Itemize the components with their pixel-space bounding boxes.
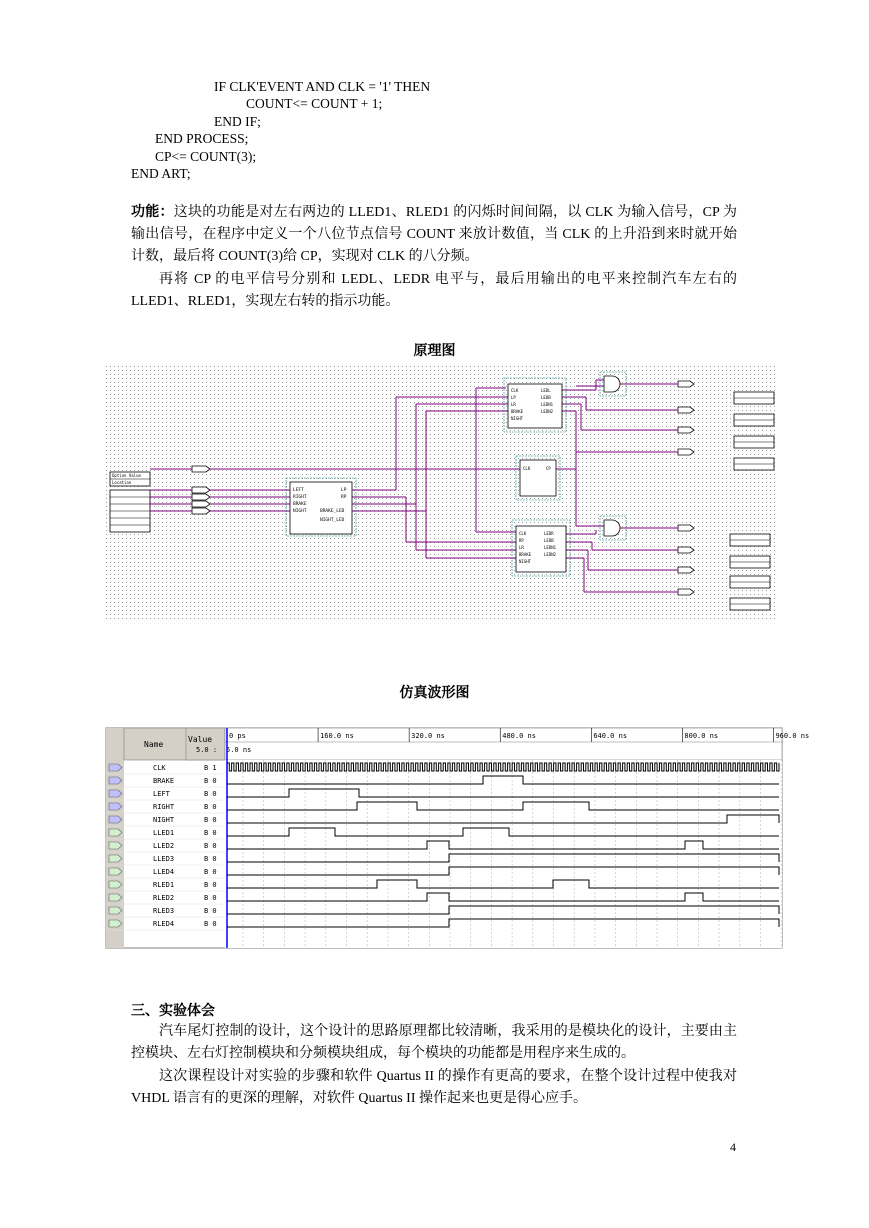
svg-text:LP: LP bbox=[511, 395, 516, 400]
svg-text:RP: RP bbox=[519, 538, 524, 543]
svg-text:LP: LP bbox=[341, 488, 347, 493]
svg-text:LEFT: LEFT bbox=[293, 488, 304, 493]
signal-name: LLED1 bbox=[153, 829, 175, 837]
section3-paragraph-2: 这次课程设计对实验的步骤和软件 Quartus II 的操作有更高的要求，在整个设计过程中使我对 VHDL 语言有的更深的理解，对软件 Quartus II 操作起来也更是得心应手。 bbox=[131, 1069, 737, 1106]
signal-name: RLED2 bbox=[153, 894, 175, 902]
signal-value: B 0 bbox=[204, 829, 217, 837]
signal-value: B 0 bbox=[204, 881, 217, 889]
signal-value: B 0 bbox=[204, 803, 217, 811]
time-tick-label: 480.0 ns bbox=[502, 732, 536, 740]
time-tick-label: 160.0 ns bbox=[320, 732, 354, 740]
schematic-diagram bbox=[106, 366, 778, 622]
svg-text:CLK: CLK bbox=[511, 388, 519, 393]
io-box-row2: Location bbox=[112, 480, 132, 485]
figure1-caption: 原理图 bbox=[413, 343, 456, 359]
signal-name: NIGHT bbox=[153, 816, 175, 824]
signal-name: CLK bbox=[153, 764, 166, 772]
function-text: 这块的功能是对左右两边的 LLED1、RLED1 的闪烁时间间隔，以 CLK 为输入信号，CP 为输出信号，在程序中定义一个八位节点信号 COUNT 来放计数值，当 CLK 的上升沿到来时就开始计数，最后将 COUNT(3)给 CP，实现对 CLK 的八分频。 bbox=[131, 205, 738, 264]
clk-input-buffer bbox=[192, 466, 210, 472]
input-pin-group bbox=[110, 490, 150, 532]
signal-value: B 0 bbox=[204, 894, 217, 902]
code-line-2: COUNT<= COUNT + 1; bbox=[246, 96, 383, 111]
and-gate-left bbox=[604, 376, 620, 392]
svg-text:LEDN2: LEDN2 bbox=[544, 552, 557, 557]
time-tick-label: 640.0 ns bbox=[593, 732, 628, 740]
signal-name: RLED3 bbox=[153, 907, 175, 915]
svg-text:CLK: CLK bbox=[519, 531, 527, 536]
time-tick-label: 320.0 ns bbox=[411, 732, 445, 740]
code-line-3: END IF; bbox=[214, 114, 261, 129]
svg-text:BRAKE: BRAKE bbox=[519, 552, 532, 557]
svg-text:BRAKE: BRAKE bbox=[511, 409, 524, 414]
function-label: 功能： bbox=[131, 204, 174, 220]
signal-value: B 0 bbox=[204, 790, 217, 798]
svg-text:NIGHT_LED: NIGHT_LED bbox=[320, 518, 345, 523]
left-input-buffer bbox=[192, 487, 210, 493]
io-box-row1: Option Value bbox=[112, 473, 141, 478]
signal-value: B 0 bbox=[204, 855, 217, 863]
signal-value: B 0 bbox=[204, 816, 217, 824]
and-gate-right bbox=[604, 520, 620, 536]
paragraph-2: 再将 CP 的电平信号分别和 LEDL、LEDR 电平与，最后用输出的电平来控制汽车左右的 LLED1、RLED1，实现左右转的指示功能。 bbox=[131, 272, 737, 309]
svg-text:LR: LR bbox=[511, 402, 516, 407]
svg-text:LEDN2: LEDN2 bbox=[541, 409, 554, 414]
signal-name: LLED4 bbox=[153, 868, 175, 876]
svg-text:RIGHT: RIGHT bbox=[293, 495, 307, 500]
svg-text:NIGHT: NIGHT bbox=[293, 509, 307, 514]
wave-header-value-sub: 5.0 : bbox=[196, 746, 218, 754]
brake-input-buffer bbox=[192, 501, 210, 507]
left-lamp-block bbox=[504, 378, 566, 432]
svg-text:BRAKE_LED: BRAKE_LED bbox=[320, 509, 345, 514]
input-pin-clk bbox=[110, 472, 150, 486]
wave-cursor-label: 5.0 ns bbox=[226, 746, 252, 754]
svg-text:NIGHT: NIGHT bbox=[519, 559, 532, 564]
svg-text:LEDR: LEDR bbox=[544, 531, 554, 536]
signal-name: LEFT bbox=[153, 790, 170, 798]
signal-value: B 0 bbox=[204, 907, 217, 915]
signal-name: RLED1 bbox=[153, 881, 175, 889]
svg-text:LEDN1: LEDN1 bbox=[544, 545, 557, 550]
time-tick-label: 0 ps bbox=[229, 732, 246, 740]
svg-text:LEDL: LEDL bbox=[541, 388, 551, 393]
signal-value: B 0 bbox=[204, 868, 217, 876]
signal-name: BRAKE bbox=[153, 777, 175, 785]
page-number: 4 bbox=[730, 1140, 736, 1154]
svg-text:BRAKE: BRAKE bbox=[293, 502, 307, 507]
svg-text:RP: RP bbox=[341, 495, 347, 500]
svg-text:NIGHT: NIGHT bbox=[511, 416, 524, 421]
svg-text:LEDB: LEDB bbox=[544, 538, 554, 543]
code-line-1: IF CLK'EVENT AND CLK = '1' THEN bbox=[214, 79, 431, 94]
svg-text:LEDB: LEDB bbox=[541, 395, 551, 400]
wave-header-name: Name bbox=[144, 740, 164, 749]
code-line-4: END PROCESS; bbox=[155, 131, 249, 146]
signal-value: B 1 bbox=[204, 764, 217, 772]
svg-text:LR: LR bbox=[519, 545, 524, 550]
wave-header-value: Value bbox=[188, 735, 213, 744]
code-line-6: END ART; bbox=[131, 166, 191, 181]
signal-name: RLED4 bbox=[153, 920, 175, 928]
divider-block bbox=[516, 456, 560, 500]
time-tick-label: 800.0 ns bbox=[684, 732, 719, 740]
night-input-buffer bbox=[192, 508, 210, 514]
time-tick-label: 960.0 ns bbox=[775, 732, 810, 740]
section3-paragraph-1: 汽车尾灯控制的设计，这个设计的思路原理都比较清晰，我采用的是模块化的设计，主要由主控模块、左右灯控制模块和分频模块组成，每个模块的功能都是用程序来生成的。 bbox=[131, 1024, 737, 1061]
signal-name: LLED2 bbox=[153, 842, 175, 850]
right-input-buffer bbox=[192, 494, 210, 500]
signal-value: B 0 bbox=[204, 842, 217, 850]
svg-text:CP: CP bbox=[546, 466, 551, 471]
svg-text:CLK: CLK bbox=[523, 466, 531, 471]
figure2-caption: 仿真波形图 bbox=[399, 685, 470, 701]
signal-name: RIGHT bbox=[153, 803, 175, 811]
main-control-block bbox=[286, 478, 356, 536]
code-line-5: CP<= COUNT(3); bbox=[155, 149, 257, 164]
function-paragraph bbox=[131, 201, 737, 268]
waveform-trace bbox=[227, 763, 779, 771]
signal-name: LLED3 bbox=[153, 855, 175, 863]
waveform-window bbox=[106, 728, 810, 948]
section3-heading: 三、实验体会 bbox=[131, 1003, 215, 1019]
right-lamp-block bbox=[512, 520, 570, 576]
signal-value: B 0 bbox=[204, 920, 217, 928]
signal-value: B 0 bbox=[204, 777, 217, 785]
svg-text:LEDN1: LEDN1 bbox=[541, 402, 554, 407]
